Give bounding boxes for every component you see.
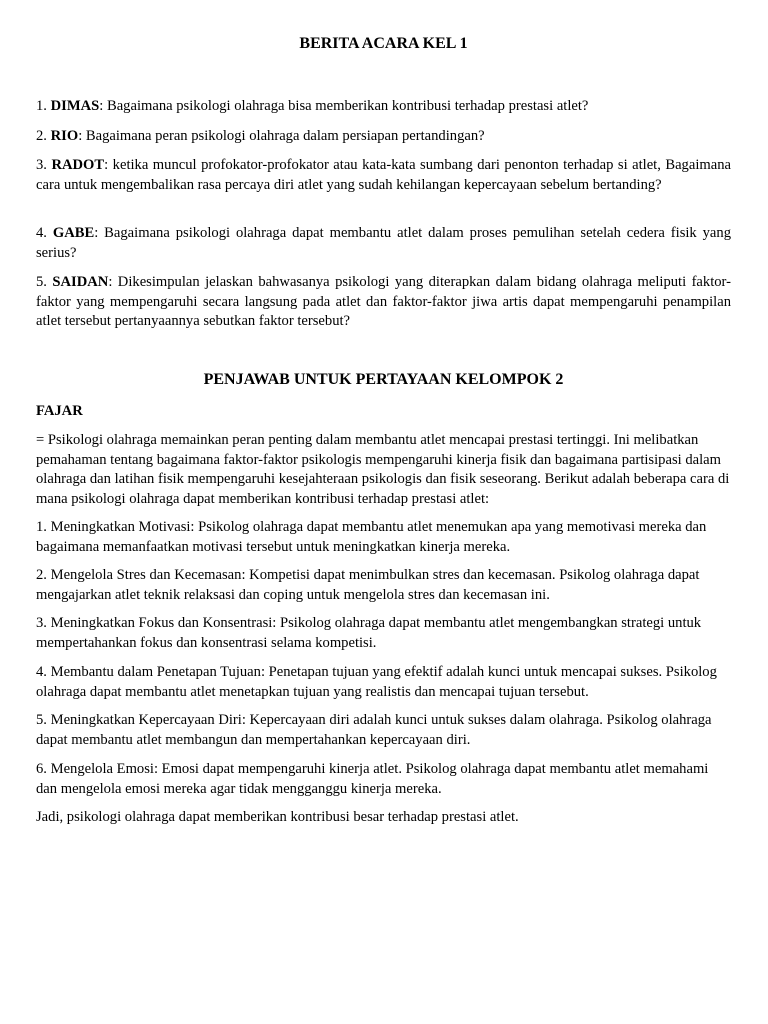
- answer-section-title: PENJAWAB UNTUK PERTAYAAN KELOMPOK 2: [203, 371, 564, 388]
- question-text: : Bagaimana psikologi olahraga dapat membantu atlet dalam proses pemulihan setelah cedera fisik yang serius?: [36, 225, 731, 261]
- answerer-name: FAJAR: [36, 403, 83, 419]
- question-4: [36, 224, 731, 263]
- question-text: : Dikesimpulan jelaskan bahwasanya psikologi yang diterapkan dalam bidang olahraga meliputi faktor-faktor yang mempengaruhi secara langsung pada atlet dan faktor-faktor jiwa artis dapat mempengaruhi penampilan atlet tersebut pertanyaannya sebutkan faktor tersebut?: [36, 274, 731, 329]
- question-asker: DIMAS: [50, 98, 100, 114]
- answer-conclusion: Jadi, psikologi olahraga dapat memberikan kontribusi besar terhadap prestasi atlet.: [36, 809, 519, 825]
- question-number: 3.: [36, 157, 47, 173]
- answer-point-2: 2. Mengelola Stres dan Kecemasan: Kompetisi dapat menimbulkan stres dan kecemasan. Psikolog olahraga dapat mengajarkan atlet teknik relaksasi dan coping untuk mengelola stres dan kecemasan ini.: [36, 567, 700, 603]
- question-text: : Bagaimana psikologi olahraga bisa memberikan kontribusi terhadap prestasi atlet?: [99, 98, 589, 114]
- question-5: [36, 273, 731, 332]
- answer-point-1: 1. Meningkatkan Motivasi: Psikolog olahraga dapat membantu atlet menemukan apa yang memotivasi mereka dan bagaimana memanfaatkan motivasi tersebut untuk meningkatkan kinerja mereka.: [36, 519, 707, 555]
- answer-point-5: 5. Meningkatkan Kepercayaan Diri: Kepercayaan diri adalah kunci untuk sukses dalam olahraga. Psikolog olahraga dapat membantu atlet membangun dan mempertahankan kepercayaan diri.: [36, 712, 712, 748]
- question-text: : ketika muncul profokator-profokator atau kata-kata sumbang dari penonton terhadap si atlet, Bagaimana cara untuk mengembalikan rasa percaya diri atlet yang sudah kehilangan kepercayaan sebelum bertanding?: [36, 157, 731, 193]
- document-title: BERITA ACARA KEL 1: [299, 35, 468, 52]
- answer-point-6: 6. Mengelola Emosi: Emosi dapat mempengaruhi kinerja atlet. Psikolog olahraga dapat membantu atlet memahami dan mengelola emosi mereka agar tidak mengganggu kinerja mereka.: [36, 761, 709, 797]
- question-asker: RADOT: [51, 157, 105, 173]
- question-asker: SAIDAN: [52, 274, 109, 290]
- question-number: 2.: [36, 128, 47, 144]
- question-number: 4.: [36, 225, 47, 241]
- question-3: [36, 156, 731, 195]
- question-asker: GABE: [52, 225, 95, 241]
- question-1: [36, 97, 731, 117]
- answer-intro: = Psikologi olahraga memainkan peran penting dalam membantu atlet mencapai prestasi tertinggi. Ini melibatkan pemahaman tentang bagaimana faktor-faktor psikologis mempengaruhi kinerja fisik dan bagaimana partisipasi dalam olahraga dan latihan fisik mempengaruhi kesejahteraan psikologis dan fisik seseorang. Berikut adalah beberapa cara di mana psikologi olahraga dapat memberikan kontribusi terhadap prestasi atlet:: [36, 432, 730, 507]
- question-text: : Bagaimana peran psikologi olahraga dalam persiapan pertandingan?: [78, 128, 485, 144]
- answer-point-3: 3. Meningkatkan Fokus dan Konsentrasi: Psikolog olahraga dapat membantu atlet mengembangkan strategi untuk mempertahankan fokus dan konsentrasi selama kompetisi.: [36, 615, 702, 651]
- answer-point-4: 4. Membantu dalam Penetapan Tujuan: Penetapan tujuan yang efektif adalah kunci untuk mencapai sukses. Psikolog olahraga dapat membantu atlet menetapkan tujuan yang realistis dan mencapai tujuan tersebut.: [36, 664, 717, 700]
- question-2: [36, 127, 731, 147]
- question-number: 1.: [36, 98, 47, 114]
- question-number: 5.: [36, 274, 47, 290]
- question-asker: RIO: [50, 128, 79, 144]
